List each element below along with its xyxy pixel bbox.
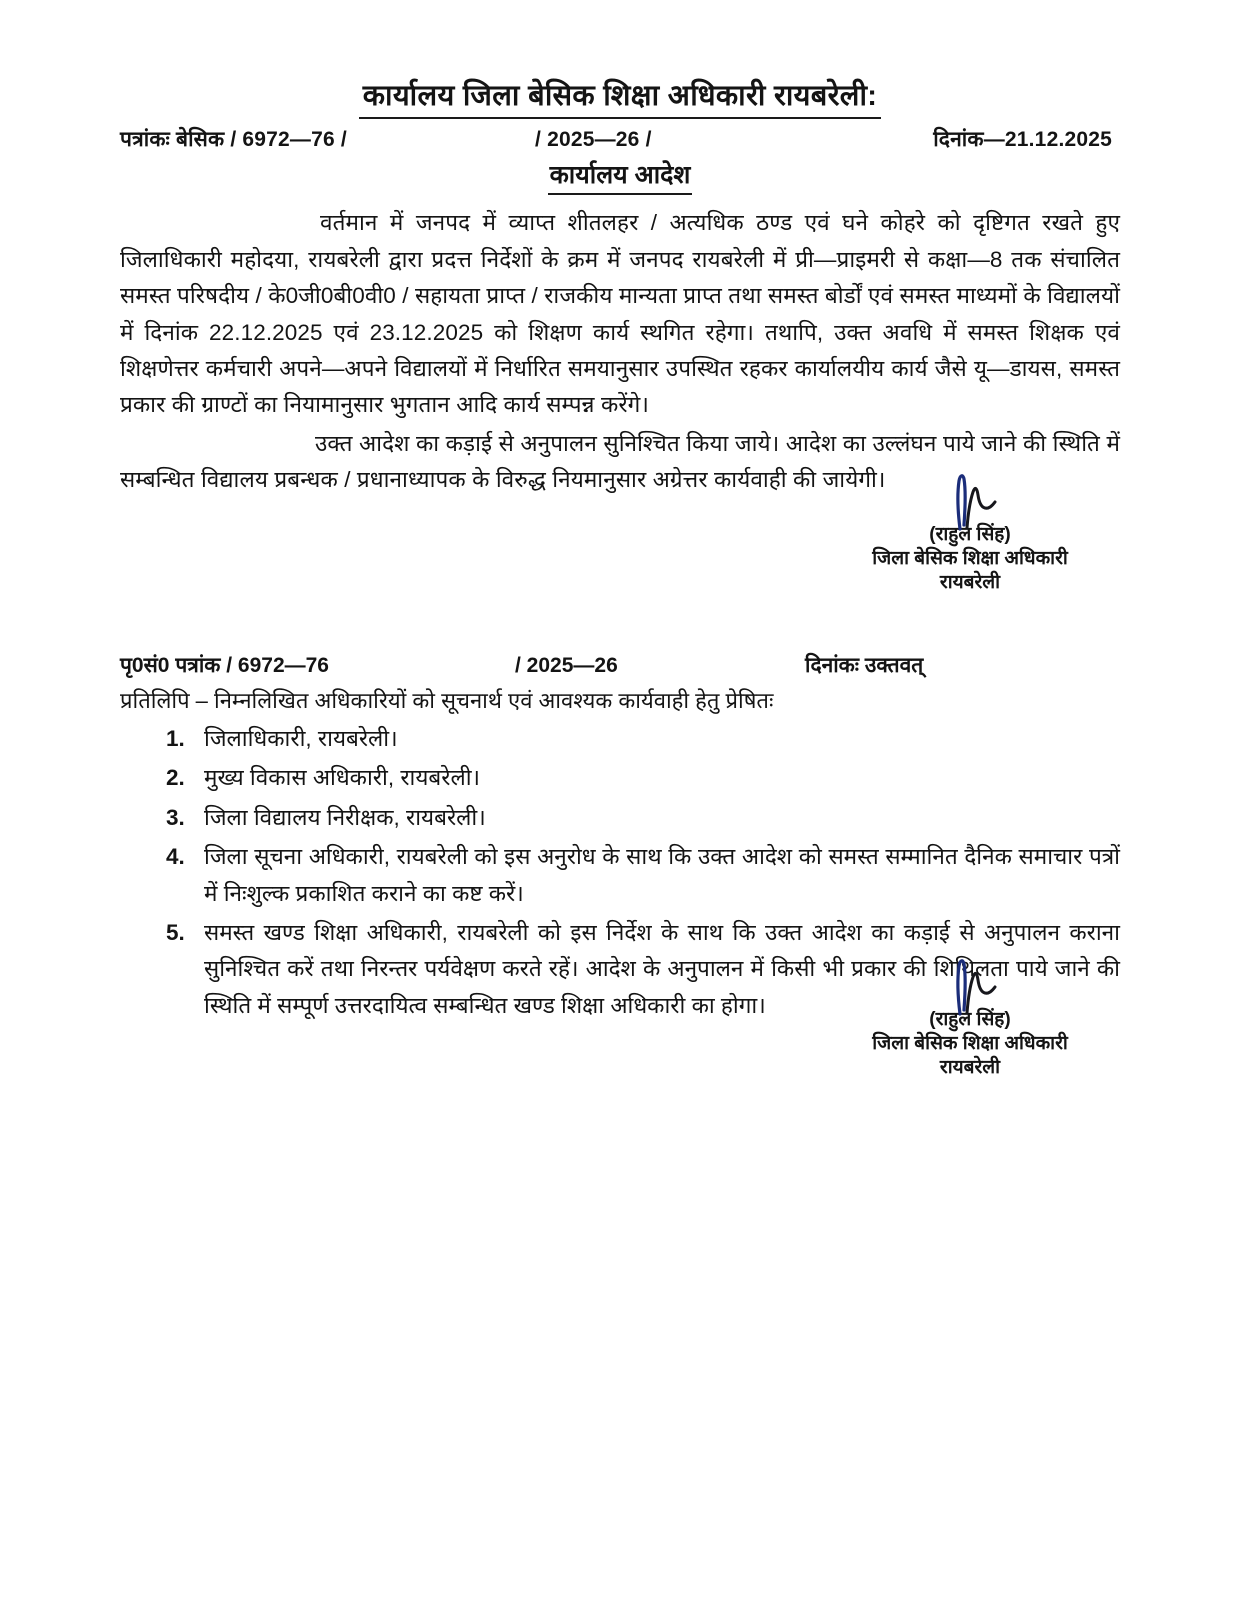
signatory-place: रायबरेली (939, 1056, 1001, 1078)
copy-reference-date: दिनांकः उक्तवत् (805, 653, 924, 677)
office-title (120, 78, 1120, 119)
list-item: जिलाधिकारी, रायबरेली। (204, 725, 398, 751)
signature-block-secondary (820, 958, 1120, 1080)
office-title-text: कार्यालय जिला बेसिक शिक्षा अधिकारी रायबरेली: (359, 78, 881, 119)
signature-ink-mark (820, 473, 1120, 529)
body-paragraph-2: उक्त आदेश का कड़ाई से अनुपालन सुनिश्चित किया जाये। आदेश का उल्लंघन पाये जाने की स्थिति में सम्बन्धित विद्यालय प्रबन्धक / प्रधानाध्यापक के विरुद्ध नियमानुसार अग्रेत्तर कार्यवाही की जायेगी। (120, 430, 1120, 493)
signatory-designation: जिला बेसिक शिक्षा अधिकारी (872, 1032, 1068, 1054)
copy-reference-year: / 2025—26 (515, 653, 618, 677)
reference-date: दिनांक—21.12.2025 (933, 128, 1112, 152)
document-sheet (120, 78, 1120, 1078)
list-item: समस्त खण्ड शिक्षा अधिकारी, रायबरेली को इस निर्देश के साथ कि उक्त आदेश का कड़ाई से अनुपालन कराना सुनिश्चित करें तथा निरन्तर पर्यवेक्षण करते रहें। आदेश के अनुपालन में किसी भी प्रकार की शिथिलता पाये जाने की स्थिति में सम्पूर्ण उत्तरदायित्व सम्बन्धित खण्ड शिक्षा अधिकारी का होगा। (204, 919, 1120, 1018)
copy-intro-text: प्रतिलिपि – निम्नलिखित अधिकारियों को सूचनार्थ एवं आवश्यक कार्यवाही हेतु प्रेषितः (120, 687, 774, 713)
copy-reference-row (120, 651, 1120, 679)
reference-number: पत्रांकः बेसिक / 6972—76 / (120, 128, 347, 152)
body-paragraph-1: वर्तमान में जनपद में व्याप्त शीतलहर / अत्यधिक ठण्ड एवं घने कोहरे को दृष्टिगत रखते हुए जिलाधिकारी महोदया, रायबरेली द्वारा प्रदत्त निर्देशों के क्रम में जनपद रायबरेली में प्री—प्राइमरी से कक्षा—8 तक संचालित समस्त परिषदीय / के0जी0बी0वी0 / सहायता प्राप्त / राजकीय मान्यता प्राप्त तथा समस्त बोर्डों एवं समस्त माध्यमों के विद्यालयों में दिनांक 22.12.2025 एवं 23.12.2025 को शिक्षण कार्य स्थगित रहेगा। तथापि, उक्त अवधि में समस्त शिक्षक एवं शिक्षणेत्तर कर्मचारी अपने—अपने विद्यालयों में निर्धारित समयानुसार उपस्थित रहकर कार्यालयीय कार्य जैसे यू—डायस, समस्त प्रकार की ग्राण्टों का नियामानुसार भुगतान आदि कार्य सम्पन्न करेंगे। (120, 210, 1120, 418)
signatory-designation: जिला बेसिक शिक्षा अधिकारी (872, 547, 1068, 569)
reference-row (120, 125, 1120, 153)
signature-block-primary (820, 473, 1120, 595)
order-heading-text: कार्यालय आदेश (548, 157, 693, 195)
signatory-name: (राहुल सिंह) (929, 524, 1011, 545)
list-item: जिला सूचना अधिकारी, रायबरेली को इस अनुरोध के साथ कि उक्त आदेश को समस्त सम्मानित दैनिक समाचार पत्रों में निःशुल्क प्रकाशित कराने का कष्ट करें। (204, 844, 1120, 906)
signatory-name: (राहुल सिंह) (929, 1009, 1011, 1030)
signature-ink-mark (820, 958, 1120, 1014)
reference-year: / 2025—26 / (535, 128, 652, 152)
order-heading (120, 157, 1120, 195)
list-item: जिला विद्यालय निरीक्षक, रायबरेली। (204, 804, 486, 830)
list-item: मुख्य विकास अधिकारी, रायबरेली। (204, 765, 481, 791)
signatory-place: रायबरेली (939, 571, 1001, 593)
copy-reference-number: पृ0सं0 पत्रांक / 6972—76 (120, 653, 329, 677)
